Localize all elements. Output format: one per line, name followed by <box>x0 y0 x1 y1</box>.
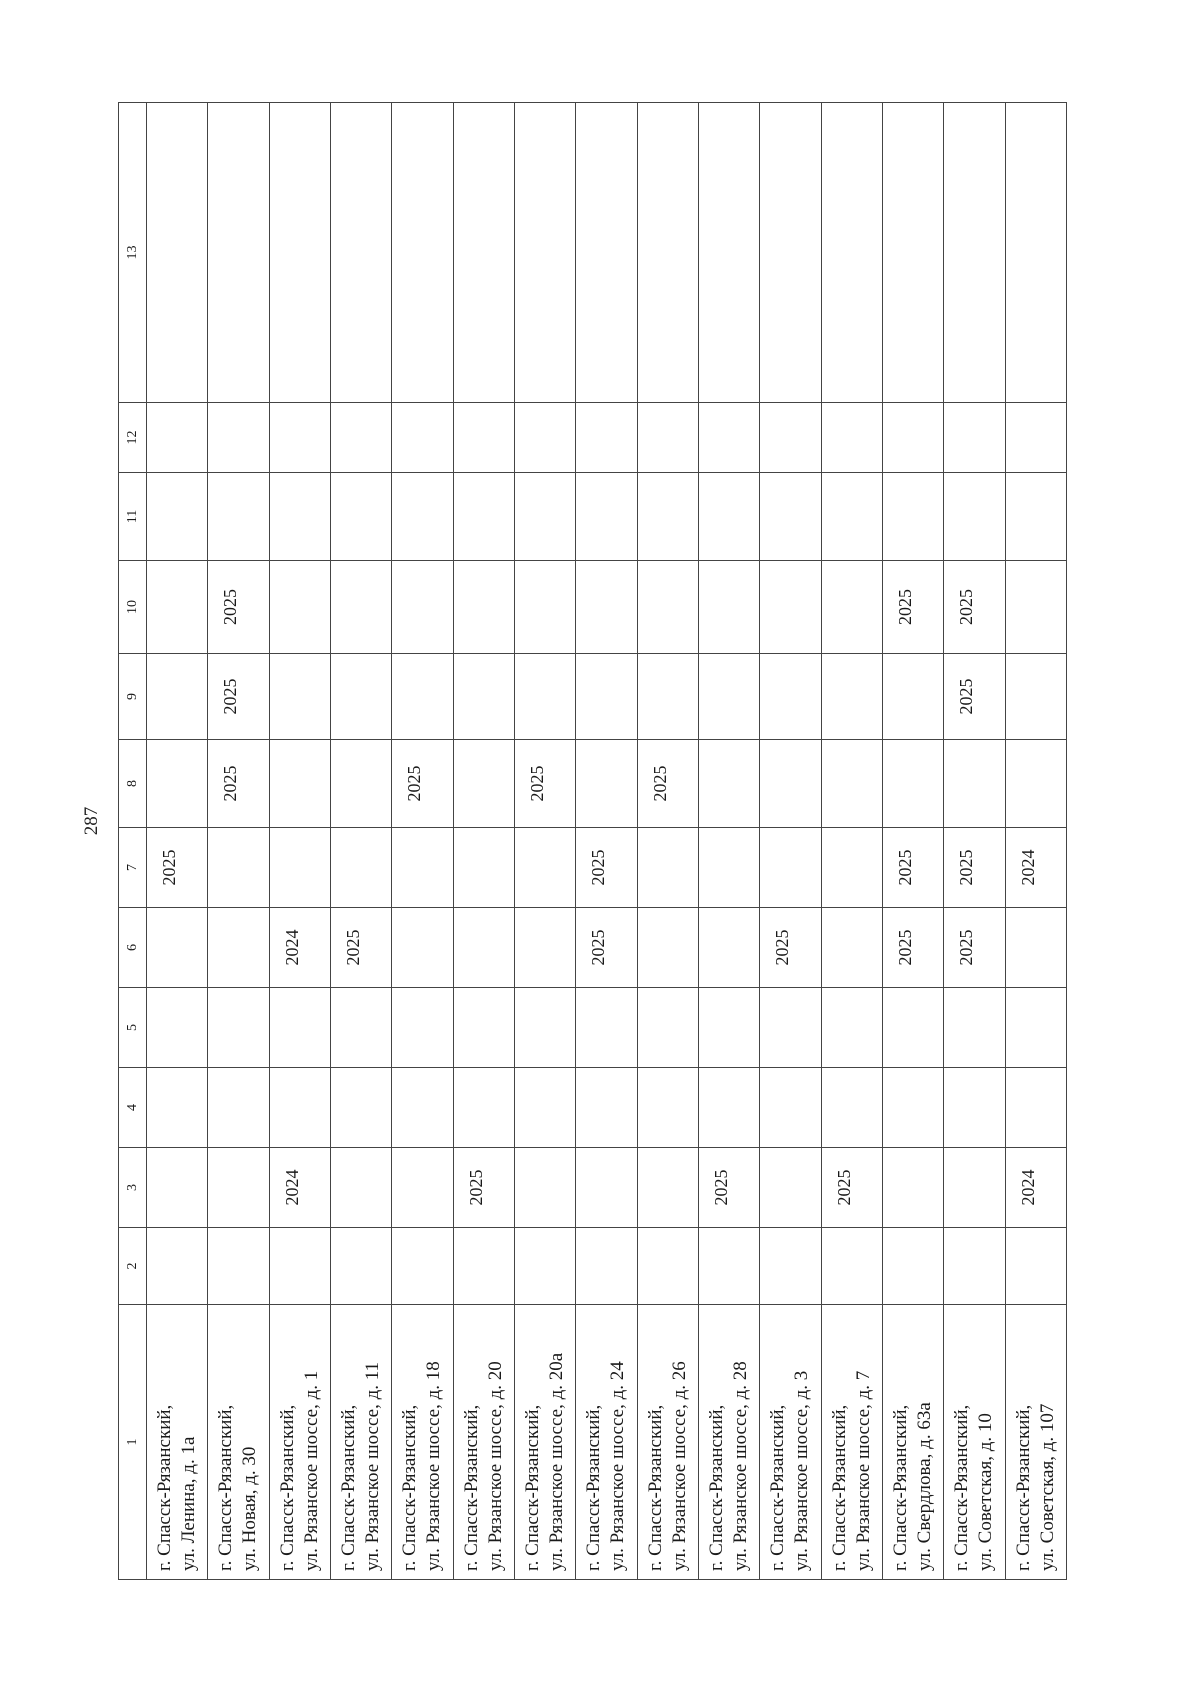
year-cell-col-11 <box>514 473 575 561</box>
year-cell-col-10 <box>269 561 330 654</box>
address-street: ул. Рязанское шоссе, д. 28 <box>730 1361 752 1571</box>
year-cell-col-5 <box>760 988 821 1068</box>
year-cell-col-4 <box>576 1068 637 1148</box>
column-header-1: 1 <box>119 1305 147 1580</box>
year-cell-col-7 <box>269 828 330 908</box>
year-cell-col-6: 2025 <box>576 908 637 988</box>
address-cell <box>637 1305 698 1580</box>
year-cell-col-10 <box>330 561 391 654</box>
year-cell-col-11 <box>208 473 269 561</box>
column-header-8: 8 <box>119 740 147 828</box>
year-cell-col-11 <box>821 473 882 561</box>
year-cell-col-3: 2024 <box>269 1148 330 1228</box>
column-header-5: 5 <box>119 988 147 1068</box>
year-cell-col-6 <box>637 908 698 988</box>
year-cell-col-11 <box>269 473 330 561</box>
address-cell <box>821 1305 882 1580</box>
year-cell-col-3 <box>637 1148 698 1228</box>
year-cell-col-11 <box>1005 473 1066 561</box>
year-cell-col-12 <box>392 403 453 473</box>
column-header-2: 2 <box>119 1228 147 1305</box>
year-cell-col-7 <box>760 828 821 908</box>
year-cell-col-7: 2025 <box>576 828 637 908</box>
year-cell-col-12 <box>760 403 821 473</box>
year-cell-col-4 <box>269 1068 330 1148</box>
table-row <box>637 103 698 1580</box>
year-cell-col-4 <box>514 1068 575 1148</box>
year-cell-col-3 <box>882 1148 943 1228</box>
year-cell-col-5 <box>821 988 882 1068</box>
table-row <box>821 103 882 1580</box>
table-row <box>514 103 575 1580</box>
year-cell-col-8 <box>760 740 821 828</box>
table-row <box>1005 103 1066 1580</box>
year-cell-col-10 <box>1005 561 1066 654</box>
year-cell-col-2 <box>208 1228 269 1305</box>
year-cell-col-9 <box>882 654 943 740</box>
year-cell-col-8 <box>698 740 759 828</box>
address-cell <box>698 1305 759 1580</box>
year-cell-col-12 <box>944 403 1005 473</box>
column-header-10: 10 <box>119 561 147 654</box>
year-cell-col-10 <box>637 561 698 654</box>
year-cell-col-10 <box>392 561 453 654</box>
year-cell-col-9: 2025 <box>944 654 1005 740</box>
table-row <box>208 103 269 1580</box>
year-cell-col-6 <box>514 908 575 988</box>
year-cell-col-5 <box>576 988 637 1068</box>
header-row <box>119 103 147 1580</box>
table-rotated-wrapper <box>118 103 1067 1580</box>
year-cell-col-4 <box>392 1068 453 1148</box>
table-row <box>882 103 943 1580</box>
year-cell-col-4 <box>637 1068 698 1148</box>
year-cell-col-4 <box>208 1068 269 1148</box>
year-cell-col-13 <box>392 103 453 403</box>
year-cell-col-6: 2025 <box>760 908 821 988</box>
address-street: ул. Рязанское шоссе, д. 7 <box>852 1370 874 1571</box>
year-cell-col-13 <box>944 103 1005 403</box>
address-city: г. Спасск-Рязанский, <box>215 1404 237 1571</box>
year-cell-col-5 <box>147 988 208 1068</box>
year-cell-col-9 <box>637 654 698 740</box>
year-cell-col-7 <box>698 828 759 908</box>
year-cell-col-12 <box>147 403 208 473</box>
year-cell-col-10: 2025 <box>208 561 269 654</box>
address-city: г. Спасск-Рязанский, <box>276 1404 298 1571</box>
address-cell <box>147 1305 208 1580</box>
year-cell-col-13 <box>269 103 330 403</box>
year-cell-col-6 <box>821 908 882 988</box>
year-cell-col-2 <box>330 1228 391 1305</box>
year-cell-col-2 <box>147 1228 208 1305</box>
column-header-13: 13 <box>119 103 147 403</box>
address-cell <box>576 1305 637 1580</box>
table-row <box>392 103 453 1580</box>
year-cell-col-8: 2025 <box>392 740 453 828</box>
year-cell-col-13 <box>821 103 882 403</box>
year-cell-col-4 <box>1005 1068 1066 1148</box>
year-cell-col-2 <box>821 1228 882 1305</box>
year-cell-col-9 <box>760 654 821 740</box>
year-cell-col-4 <box>944 1068 1005 1148</box>
address-cell <box>269 1305 330 1580</box>
year-cell-col-7: 2025 <box>944 828 1005 908</box>
address-street: ул. Рязанское шоссе, д. 3 <box>791 1370 813 1571</box>
year-cell-col-7: 2024 <box>1005 828 1066 908</box>
year-cell-col-8 <box>882 740 943 828</box>
year-cell-col-3: 2024 <box>1005 1148 1066 1228</box>
year-cell-col-8 <box>576 740 637 828</box>
year-cell-col-5 <box>514 988 575 1068</box>
year-cell-col-13 <box>330 103 391 403</box>
address-street: ул. Рязанское шоссе, д. 20а <box>546 1352 568 1571</box>
table-row <box>944 103 1005 1580</box>
year-cell-col-8: 2025 <box>637 740 698 828</box>
table-row <box>453 103 514 1580</box>
column-header-6: 6 <box>119 908 147 988</box>
year-cell-col-7 <box>453 828 514 908</box>
year-cell-col-8 <box>269 740 330 828</box>
year-cell-col-12 <box>514 403 575 473</box>
year-cell-col-3 <box>147 1148 208 1228</box>
address-city: г. Спасск-Рязанский, <box>460 1404 482 1571</box>
year-cell-col-3: 2025 <box>698 1148 759 1228</box>
year-cell-col-6 <box>698 908 759 988</box>
address-city: г. Спасск-Рязанский, <box>399 1404 421 1571</box>
year-cell-col-7 <box>637 828 698 908</box>
year-cell-col-9 <box>1005 654 1066 740</box>
year-cell-col-6 <box>147 908 208 988</box>
year-cell-col-11 <box>330 473 391 561</box>
address-street: ул. Рязанское шоссе, д. 18 <box>423 1361 445 1571</box>
year-cell-col-8 <box>1005 740 1066 828</box>
year-cell-col-10 <box>576 561 637 654</box>
year-cell-col-11 <box>760 473 821 561</box>
year-cell-col-8 <box>821 740 882 828</box>
year-cell-col-11 <box>392 473 453 561</box>
year-cell-col-5 <box>1005 988 1066 1068</box>
year-cell-col-3 <box>330 1148 391 1228</box>
address-cell <box>760 1305 821 1580</box>
year-cell-col-4 <box>760 1068 821 1148</box>
year-cell-col-2 <box>1005 1228 1066 1305</box>
year-cell-col-12 <box>821 403 882 473</box>
address-city: г. Спасск-Рязанский, <box>890 1404 912 1571</box>
table-row <box>698 103 759 1580</box>
year-cell-col-3 <box>392 1148 453 1228</box>
year-cell-col-8: 2025 <box>514 740 575 828</box>
year-cell-col-11 <box>147 473 208 561</box>
year-cell-col-11 <box>944 473 1005 561</box>
year-cell-col-3: 2025 <box>453 1148 514 1228</box>
year-cell-col-8 <box>944 740 1005 828</box>
year-cell-col-4 <box>453 1068 514 1148</box>
year-cell-col-13 <box>637 103 698 403</box>
year-cell-col-8 <box>147 740 208 828</box>
year-cell-col-11 <box>453 473 514 561</box>
year-cell-col-6 <box>208 908 269 988</box>
year-cell-col-2 <box>944 1228 1005 1305</box>
year-cell-col-12 <box>330 403 391 473</box>
year-cell-col-10 <box>514 561 575 654</box>
year-cell-col-3 <box>514 1148 575 1228</box>
address-cell <box>882 1305 943 1580</box>
address-city: г. Спасск-Рязанский, <box>828 1404 850 1571</box>
address-street: ул. Рязанское шоссе, д. 20 <box>484 1361 506 1571</box>
year-cell-col-3 <box>760 1148 821 1228</box>
year-cell-col-2 <box>760 1228 821 1305</box>
year-cell-col-7 <box>208 828 269 908</box>
address-city: г. Спасск-Рязанский, <box>522 1404 544 1571</box>
table-row <box>147 103 208 1580</box>
address-city: г. Спасск-Рязанский, <box>154 1404 176 1571</box>
table-row <box>269 103 330 1580</box>
table-row <box>576 103 637 1580</box>
year-cell-col-5 <box>944 988 1005 1068</box>
year-cell-col-12 <box>269 403 330 473</box>
year-cell-col-7 <box>821 828 882 908</box>
year-cell-col-4 <box>698 1068 759 1148</box>
year-cell-col-12 <box>208 403 269 473</box>
address-street: ул. Ленина, д. 1а <box>178 1436 200 1571</box>
year-cell-col-3: 2025 <box>821 1148 882 1228</box>
year-cell-col-10 <box>821 561 882 654</box>
address-street: ул. Свердлова, д. 63а <box>914 1402 936 1571</box>
year-cell-col-7: 2025 <box>882 828 943 908</box>
year-cell-col-5 <box>392 988 453 1068</box>
year-cell-col-13 <box>882 103 943 403</box>
page-number: 287 <box>81 806 102 836</box>
table-row <box>330 103 391 1580</box>
year-cell-col-12 <box>576 403 637 473</box>
year-cell-col-3 <box>576 1148 637 1228</box>
table-body <box>147 103 1067 1580</box>
year-cell-col-9 <box>147 654 208 740</box>
year-cell-col-3 <box>944 1148 1005 1228</box>
column-header-11: 11 <box>119 473 147 561</box>
year-cell-col-7 <box>392 828 453 908</box>
year-cell-col-7 <box>330 828 391 908</box>
year-cell-col-8: 2025 <box>208 740 269 828</box>
year-cell-col-5 <box>208 988 269 1068</box>
year-cell-col-2 <box>514 1228 575 1305</box>
address-street: ул. Рязанское шоссе, д. 1 <box>300 1370 322 1571</box>
address-city: г. Спасск-Рязанский, <box>644 1404 666 1571</box>
year-cell-col-10: 2025 <box>944 561 1005 654</box>
year-cell-col-12 <box>453 403 514 473</box>
year-cell-col-13 <box>208 103 269 403</box>
year-cell-col-10 <box>760 561 821 654</box>
address-city: г. Спасск-Рязанский, <box>951 1404 973 1571</box>
year-cell-col-6 <box>453 908 514 988</box>
year-cell-col-9: 2025 <box>208 654 269 740</box>
year-cell-col-4 <box>147 1068 208 1148</box>
year-cell-col-11 <box>637 473 698 561</box>
year-cell-col-5 <box>882 988 943 1068</box>
year-cell-col-2 <box>269 1228 330 1305</box>
year-cell-col-6: 2025 <box>944 908 1005 988</box>
column-header-4: 4 <box>119 1068 147 1148</box>
year-cell-col-12 <box>637 403 698 473</box>
table-row <box>760 103 821 1580</box>
year-cell-col-10: 2025 <box>882 561 943 654</box>
address-city: г. Спасск-Рязанский, <box>583 1404 605 1571</box>
address-city: г. Спасск-Рязанский, <box>1012 1404 1034 1571</box>
column-header-9: 9 <box>119 654 147 740</box>
year-cell-col-9 <box>514 654 575 740</box>
column-header-3: 3 <box>119 1148 147 1228</box>
address-city: г. Спасск-Рязанский, <box>767 1404 789 1571</box>
year-cell-col-2 <box>576 1228 637 1305</box>
address-street: ул. Рязанское шоссе, д. 24 <box>607 1361 629 1571</box>
year-cell-col-4 <box>821 1068 882 1148</box>
year-cell-col-9 <box>269 654 330 740</box>
column-header-12: 12 <box>119 403 147 473</box>
year-cell-col-9 <box>698 654 759 740</box>
year-cell-col-2 <box>392 1228 453 1305</box>
address-street: ул. Новая, д. 30 <box>239 1446 261 1571</box>
address-cell <box>453 1305 514 1580</box>
year-cell-col-6: 2025 <box>330 908 391 988</box>
year-cell-col-8 <box>330 740 391 828</box>
year-cell-col-9 <box>821 654 882 740</box>
year-cell-col-6: 2025 <box>882 908 943 988</box>
year-cell-col-8 <box>453 740 514 828</box>
address-cell <box>944 1305 1005 1580</box>
year-cell-col-6 <box>1005 908 1066 988</box>
year-cell-col-12 <box>698 403 759 473</box>
year-cell-col-4 <box>330 1068 391 1148</box>
year-cell-col-13 <box>1005 103 1066 403</box>
address-cell <box>330 1305 391 1580</box>
year-cell-col-7: 2025 <box>147 828 208 908</box>
year-cell-col-11 <box>882 473 943 561</box>
year-cell-col-6: 2024 <box>269 908 330 988</box>
address-street: ул. Советская, д. 107 <box>1036 1403 1058 1571</box>
schedule-table <box>118 102 1067 1580</box>
year-cell-col-2 <box>453 1228 514 1305</box>
column-header-7: 7 <box>119 828 147 908</box>
year-cell-col-5 <box>698 988 759 1068</box>
year-cell-col-5 <box>637 988 698 1068</box>
address-street: ул. Рязанское шоссе, д. 11 <box>362 1361 384 1571</box>
address-city: г. Спасск-Рязанский, <box>706 1404 728 1571</box>
year-cell-col-12 <box>882 403 943 473</box>
address-cell <box>514 1305 575 1580</box>
address-street: ул. Советская, д. 10 <box>975 1413 997 1571</box>
year-cell-col-9 <box>453 654 514 740</box>
year-cell-col-13 <box>453 103 514 403</box>
year-cell-col-2 <box>882 1228 943 1305</box>
year-cell-col-13 <box>698 103 759 403</box>
year-cell-col-5 <box>330 988 391 1068</box>
year-cell-col-9 <box>330 654 391 740</box>
address-cell <box>392 1305 453 1580</box>
year-cell-col-9 <box>576 654 637 740</box>
year-cell-col-3 <box>208 1148 269 1228</box>
year-cell-col-11 <box>698 473 759 561</box>
year-cell-col-10 <box>453 561 514 654</box>
year-cell-col-9 <box>392 654 453 740</box>
year-cell-col-13 <box>147 103 208 403</box>
address-street: ул. Рязанское шоссе, д. 26 <box>668 1361 690 1571</box>
year-cell-col-5 <box>269 988 330 1068</box>
year-cell-col-13 <box>576 103 637 403</box>
year-cell-col-13 <box>514 103 575 403</box>
year-cell-col-10 <box>698 561 759 654</box>
address-city: г. Спасск-Рязанский, <box>338 1404 360 1571</box>
year-cell-col-10 <box>147 561 208 654</box>
year-cell-col-2 <box>637 1228 698 1305</box>
year-cell-col-2 <box>698 1228 759 1305</box>
address-cell <box>208 1305 269 1580</box>
year-cell-col-13 <box>760 103 821 403</box>
year-cell-col-12 <box>1005 403 1066 473</box>
year-cell-col-4 <box>882 1068 943 1148</box>
address-cell <box>1005 1305 1066 1580</box>
year-cell-col-5 <box>453 988 514 1068</box>
year-cell-col-11 <box>576 473 637 561</box>
year-cell-col-7 <box>514 828 575 908</box>
year-cell-col-6 <box>392 908 453 988</box>
